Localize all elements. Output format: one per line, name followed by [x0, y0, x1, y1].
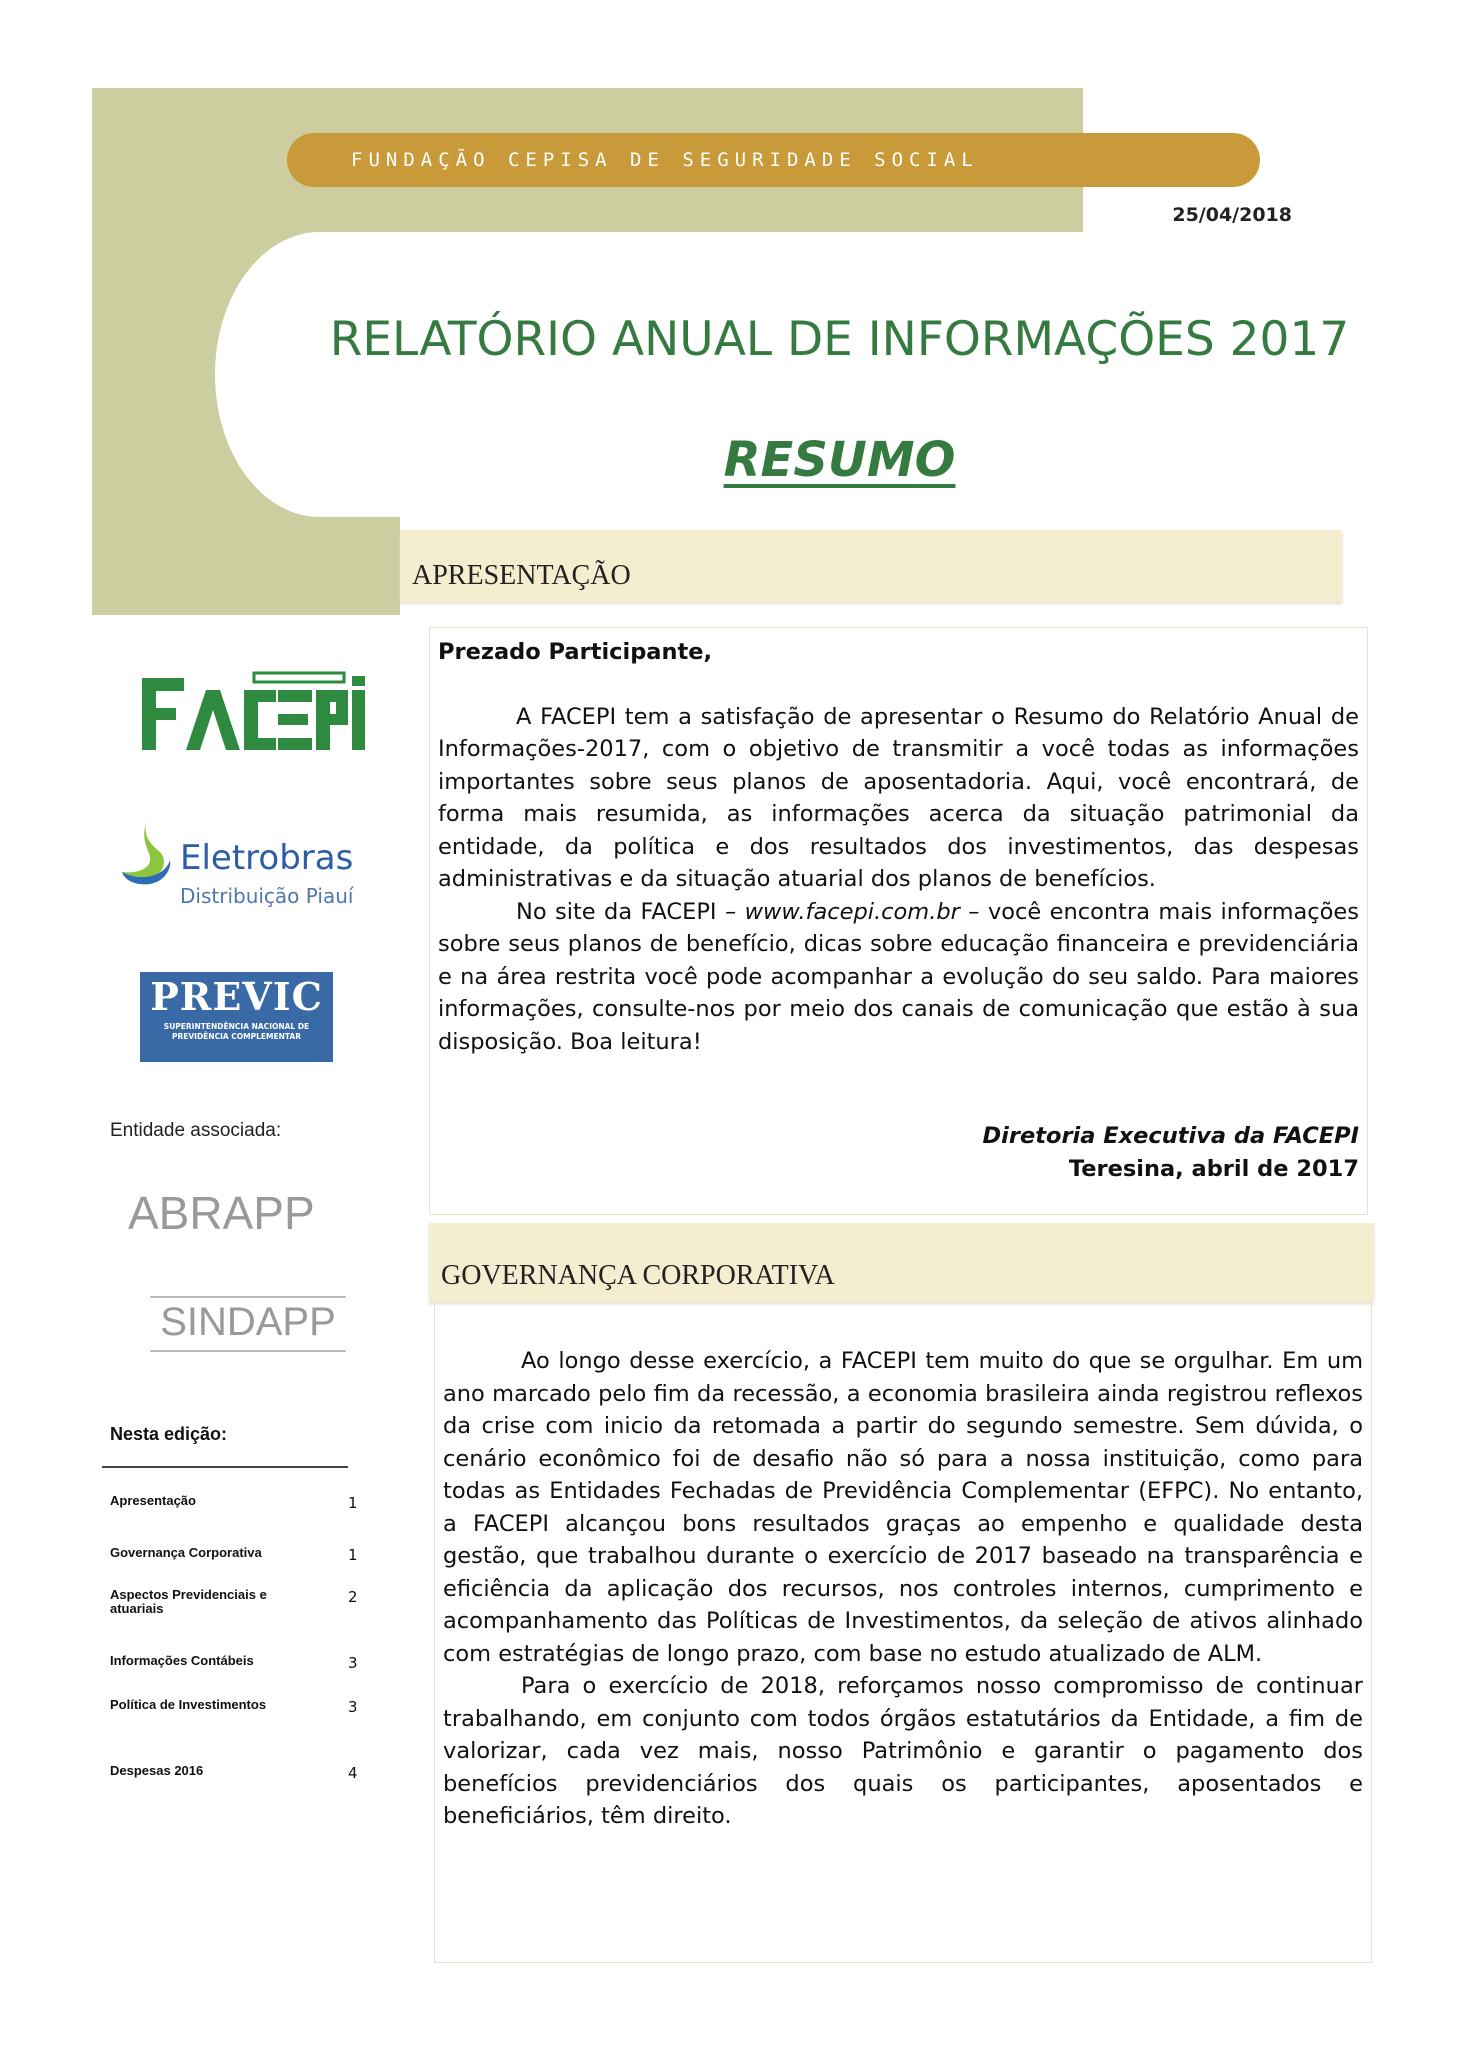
toc-item[interactable]: Aspectos Previdenciais e atuariais 2	[110, 1587, 358, 1616]
eletrobras-subtitle: Distribuição Piauí	[180, 884, 354, 908]
website-link[interactable]: www.facepi.com.br	[744, 898, 960, 925]
facepi-logo	[140, 668, 368, 758]
greeting: Prezado Participante,	[438, 639, 713, 665]
eletrobras-logo	[120, 812, 370, 922]
previc-name: PREVIC	[150, 974, 323, 1019]
organization-banner	[287, 133, 1260, 187]
section-header-apresentacao	[400, 530, 1342, 602]
paragraph: No site da FACEPI – www.facepi.com.br – você encontra mais informações sobre seus planos de benefício, dicas sobre educação financeira e previdenciária e na área restrita você pode acompanhar a evolução do seu saldo. Para maiores informações, consulte-nos por meio dos canais de comunicação que estão à sua disposição. Boa leitura!	[438, 898, 1359, 1055]
toc-title: Nesta edição:	[110, 1424, 228, 1444]
eletrobras-name: Eletrobras	[180, 838, 354, 878]
abrapp-logo	[128, 1186, 358, 1256]
toc-item[interactable]: Despesas 2016 4	[110, 1763, 358, 1782]
apresentacao-content	[429, 627, 1368, 1215]
paragraph: A FACEPI tem a satisfação de apresentar o Resumo do Relatório Anual de Informações-2017, com o objetivo de transmitir a você todas as informações importantes sobre seus planos de aposentadoria. Aqui, você encontrará, de forma mais resumida, as informações acerca da situação patrimonial da entidade, da política e dos resultados dos investimentos, das despesas administrativas e da situação atuarial dos planos de benefícios.	[438, 703, 1359, 892]
signature: Diretoria Executiva da FACEPI	[982, 1123, 1359, 1149]
report-date: 25/04/2018	[1172, 204, 1292, 226]
toc-item[interactable]: Apresentação 1	[110, 1493, 358, 1512]
page-title: RELATÓRIO ANUAL DE INFORMAÇÕES 2017	[329, 312, 1350, 367]
section-heading: GOVERNANÇA CORPORATIVA	[441, 1260, 835, 1291]
paragraph: Para o exercício de 2018, reforçamos nosso compromisso de continuar trabalhando, em conjunto com todos órgãos estatutários da Entidade, a fim de valorizar, cada vez mais, nosso Patrimônio e garantir o pagamento dos benefícios previdenciários dos quais os participantes, aposentados e beneficiários, têm direito.	[443, 1673, 1363, 1829]
organization-name: FUNDAÇÃO CEPISA DE SEGURIDADE SOCIAL	[351, 149, 979, 171]
governanca-content	[434, 1302, 1372, 1963]
sindapp-name: SINDAPP	[160, 1300, 336, 1344]
abrapp-name: ABRAPP	[128, 1187, 315, 1239]
page-subtitle: RESUMO	[723, 432, 956, 488]
place-date: Teresina, abril de 2017	[1068, 1155, 1359, 1182]
toc-divider	[102, 1466, 348, 1468]
previc-subtitle: SUPERINTENDÊNCIA NACIONAL DE PREVIDÊNCIA COMPLEMENTAR	[163, 1022, 310, 1041]
toc-item[interactable]: Política de Investimentos 3	[110, 1697, 358, 1716]
toc-item[interactable]: Governança Corporativa 1	[110, 1545, 358, 1564]
paragraph: Ao longo desse exercício, a FACEPI tem muito do que se orgulhar. Em um ano marcado pelo fim da recessão, a economia brasileira ainda registrou reflexos da crise com inicio da retomada a partir do segundo semestre. Sem dúvida, o cenário econômico foi de desafio não só para a nossa instituição, como para todas as Entidades Fechadas de Previdência Complementar (EFPC). No entanto, a FACEPI alcançou bons resultados graças ao empenho e qualidade desta gestão, que trabalhou durante o exercício de 2017 baseado na transparência e eficiência da aplicação dos recursos, nos controles internos, cumprimento e acompanhamento das Políticas de Investimentos, da seleção de ativos alinhado com estratégias de longo prazo, com base no estudo atualizado de ALM.	[443, 1348, 1363, 1667]
associated-entity-label: Entidade associada:	[110, 1120, 282, 1141]
sindapp-logo	[150, 1296, 346, 1352]
section-heading: APRESENTAÇÃO	[412, 560, 631, 591]
section-header-governanca	[429, 1223, 1374, 1302]
toc-item[interactable]: Informações Contábeis 3	[110, 1653, 358, 1672]
previc-logo	[140, 972, 333, 1062]
